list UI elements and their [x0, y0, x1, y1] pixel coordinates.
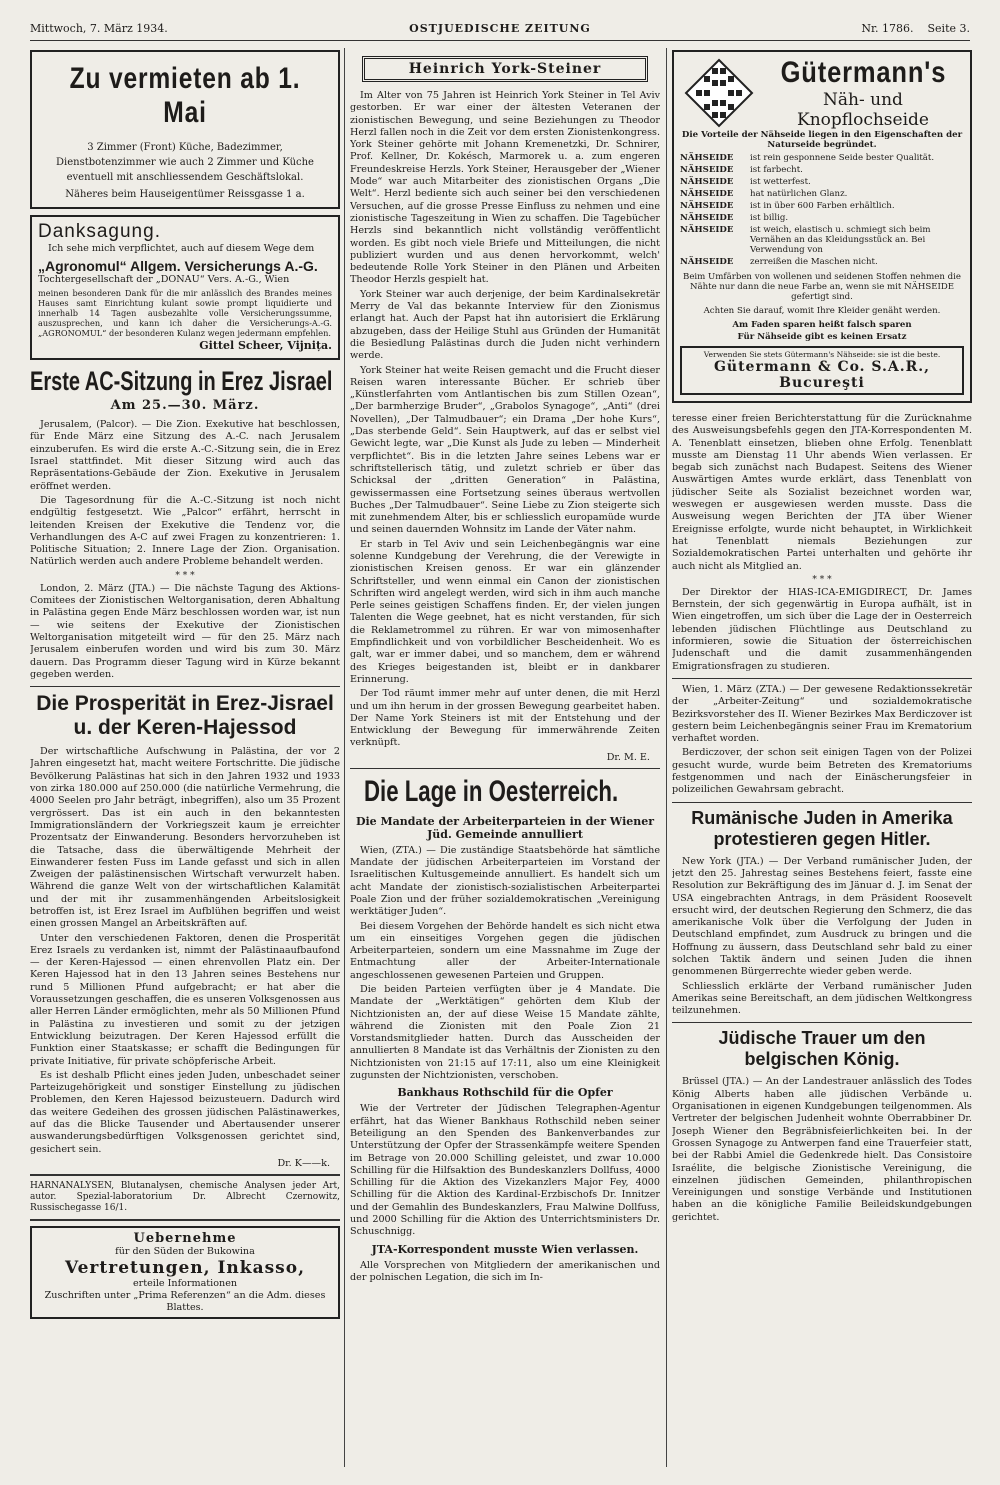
- prosperity-p3: Es ist deshalb Pflicht eines jeden Juden, unbeschadet seiner Parteizugehörigkeit und sonstiger Einstellung zu jüdischen Problemen, den Keren Hajessod beizusteuern. Dadurch wird das weitere Gedeihen des grossen jüdischen Palästinawerkes, auf das die Blicke Tausender und Abertausender unserer auswanderungsbedürftigen Volksgenossen gerichtet sind, gesichert sein.: [30, 1069, 340, 1155]
- ad-harnanalysen: [30, 1181, 340, 1214]
- harn-text: HARNANALYSEN, Blutanalysen, chemische Analysen jeder Art, autor. Spezial-laboratorium Dr. Albrecht Czernowitz, Russischegasse 16/1.: [30, 1180, 340, 1213]
- guetermann-p1: Beim Umfärben von wollenen und seidenen Stoffen nehmen die Nähte nur dann die neue Farbe an, wenn sie mit NÄHSEIDE gefertigt sind.: [683, 272, 961, 302]
- article-rumaenische-juden: [672, 808, 972, 1018]
- guetermann-features: [680, 152, 964, 268]
- ad-vertretung: [30, 1226, 340, 1319]
- separator-stars: * * *: [175, 570, 195, 581]
- feature-value: ist wetterfest.: [750, 177, 811, 187]
- ad-rent-body: 3 Zimmer (Front) Küche, Badezimmer, Dienstbotenzimmer wie auch 2 Zimmer und Küche eventuell mit anschliessendem Geschäftslokal.: [56, 142, 314, 183]
- issue-page: [861, 22, 970, 35]
- york-p2: York Steiner war auch derjenige, der beim Kardinalsekretär Merry de Val das bekannte Interview für den Zionismus erlangt hat. Auch der Papst hat ihn autorisiert die Erklärung abzugeben, dass der Heilige Stuhl aus Gründen der Humanität die Besiedlung Palästinas durch die Juden nicht verhindern werde.: [350, 288, 660, 362]
- guetermann-footer: [680, 346, 964, 395]
- guetermann-feature-row: [680, 152, 964, 164]
- guetermann-p2: Achten Sie darauf, womit Ihre Kleider genäht werden.: [703, 306, 941, 316]
- york-title: Heinrich York-Steiner: [362, 56, 648, 82]
- masthead-rule: [30, 40, 970, 41]
- column-divider: [344, 48, 345, 1467]
- thanks-signature: Gittel Scheer, Vijnița.: [199, 338, 332, 352]
- lage-h3: JTA-Korrespondent musste Wien verlassen.: [371, 1242, 639, 1256]
- york-p3: York Steiner hat weite Reisen gemacht und die Frucht dieser Reisen waren interessante Bücher. Er schrieb über „Künstlerfahrten vom Antlantischen bis zum Stillen Ozean“, „Der barmherzige Bruder“, „Grabolos Synagoge“, „Anti“ (drei Novellen), „Der Talmudbauer“; ein Drama „Der hohe Kurs“, „Das sterbende Geld“. Sein Hauptwerk, auf das er selbst viel Gewicht legte, war „Die Kunst als Jude zu leben — Minderheit verpflichtet“. Bis in die letzten Jahre seines Lebens war er schriftstellerisch tätig, und zuletzt schrieb er über das Schicksal der „dritten Generation“ in Palästina, gewissermassen eine Fortsetzung seines überaus wertvollen Buches „Der Talmudbauer“. Seine Liebe zu Zion steigerte sich mit zunehmendem Alter, bis er schliesslich europamüde wurde und seinen dauernden Wohnsitz im Lande der Väter nahm.: [350, 364, 660, 536]
- prosperity-signature: Dr. K——k.: [277, 1157, 330, 1169]
- article-lage-oesterreich: [350, 775, 660, 1285]
- guetermann-line1: Näh- und: [823, 90, 903, 110]
- feature-value: ist in über 600 Farben erhältlich.: [750, 201, 895, 211]
- issue-number: Nr. 1786.: [861, 22, 914, 35]
- page-number: Seite 3.: [927, 22, 970, 35]
- prosperity-p1: Der wirtschaftliche Aufschwung in Palästina, der vor 2 Jahren eingesetzt hat, macht weitere Fortschritte. Die jüdische Bevölkerung Palästinas hat sich in den Jahren 1932 und 1933 von zirka 180.000 auf 250.000 (die natürliche Vermehrung, die 4000 Seelen pro Jahr beträgt, inbegriffen), also um 35 Prozent vergrössert. Das ist ein auch in den bekanntesten Immigrationsländern der Vorkriegszeit kaum je erreichter Prozentsatz der Einwanderung. Besonders hervorzuheben ist die Tatsache, dass die überwältigende Mehrheit der Einwanderer festen Fuss im Lande gefasst und sich in allen Zweigen der palästinensischen Wirtschaft verwurzelt haben. Während die ganze Welt von der wirtschaftlichen Kalamität und der mit ihr zusammenhängenden Arbeitslosigkeit betroffen ist, ist Erez Israel im Aufblühen begriffen und weist einen grossen Mangel an Arbeitskräften auf.: [30, 746, 340, 930]
- feature-value: ist weich, elastisch u. schmiegt sich beim Vernähen an das Kleidungsstück an. Bei Verwendung von: [750, 225, 931, 255]
- guetermann-p4: Für Nähseide gibt es keinen Ersatz: [737, 332, 907, 342]
- prosperity-title: Die Prosperität in Erez-Jisrael u. der Keren-Hajessod: [36, 692, 334, 740]
- divider: [30, 1174, 340, 1176]
- guetermann-feature-row: [680, 164, 964, 176]
- jta-p4: Berdiczover, der schon seit einigen Tagen von der Polizei gesucht wurde, wurde beim Betreten des Krematoriums festgenommen und nach der Einäscherungsfeier in polizeilichen Gewahrsam gebracht.: [672, 747, 972, 796]
- article-jta: [672, 413, 972, 797]
- feature-key: NÄHSEIDE: [680, 177, 734, 187]
- guetermann-feature-row: [680, 256, 964, 268]
- column-divider: [666, 48, 667, 1467]
- vertretung-line4: erteile Informationen: [132, 1277, 238, 1289]
- trauer-p1: Brüssel (JTA.) — An der Landestrauer anlässlich des Todes König Alberts haben alle jüdischen Verbände u. Organisationen in eigenen Kundgebungen teilgenommen. Als Vertreter der belgischen Judenheit wohnte Oberrabbiner Dr. Joseph Wiener den Begräbnisfeierlichkeiten bei. In der Grossen Synagoge zu Antwerpen fand eine Trauerfeier statt, bei der Rabbi Amiel die Gedenkrede hielt. Das Consistoire Israélite, die belgische Zionistische Vereinigung, die einzelnen jüdischen Gemeinden, philanthropischen Vereinigungen und sonstige Verbände und Institutionen haben an die königliche Familie Beileidskundgebungen gerichtet.: [672, 1076, 972, 1223]
- york-p1: Im Alter von 75 Jahren ist Heinrich York Steiner in Tel Aviv gestorben. Er war einer der ältesten Veteranen der zionistischen Bewegung, und seine Beziehungen zu Theodor Herzl fallen noch in die Zeit vor dem ersten Zionistenkongress. York Steiner gehörte mit Johann Kremenetzki, Dr. Schnirer, Prof. Kellner, Dr. Kokésch, Marmorek u. a. zum engeren Freundeskreise Herzls. York Steiner, Herausgeber der „Wiener Mode“ war auch Mitarbeiter des zionistischen Organs „Die Welt“. Herzl bediente sich auch seiner bei den verschiedenen Versuchen, auf die grosse Presse Einfluss zu nehmen und eine zionistische Tageszeitung in Wien zu schaffen. Die Tagebücher Herzls sind bekanntlich nicht vollständig veröffentlicht worden. Es gibt noch viele Briefe und Mitteilungen, die nicht publiziert wurden und aus denen hervorkommt, welch' bedeutende Rolle York Steiner in den Plänen und Arbeiten Theodor Herzls gespielt hat.: [350, 90, 660, 286]
- guetermann-feature-row: [680, 188, 964, 200]
- lage-h2: Bankhaus Rothschild für die Opfer: [397, 1086, 613, 1100]
- feature-key: NÄHSEIDE: [680, 201, 734, 211]
- lage-p1: Wien, (ZTA.) — Die zuständige Staatsbehörde hat sämtliche Mandate der jüdischen Arbeiterparteien im Vorstand der Israelitischen Kultusgemeinde annulliert. Es handelt sich um acht Mandate der zionistisch-sozialistischen Arbeiterpartei Poale Zion und der früher sozialdemokratischen „Vereinigung werktätiger Juden“.: [350, 844, 660, 918]
- lage-p3: Die beiden Parteien verfügten über je 4 Mandate. Die Mandate der „Werktätigen“ gehörten dem Klub der Nichtzionisten an, der auf diese Weise 15 Mandate zählte, während die Zionisten mit den Poale Zion 21 Vorstandsmitglieder hatten. Durch das Ausscheiden der annullierten 8 Mandate ist das Verhältnis der Zionisten zu den Nichtzionisten von 21:15 auf 17:11, also um eine Kleinigkeit zugunsten der Nichtzionisten, verschoben.: [350, 984, 660, 1082]
- thanks-sub: Tochtergesellschaft der „DONAU“ Vers. A.-G., Wien: [38, 273, 290, 285]
- masthead: [30, 18, 970, 38]
- ac-p1: Jerusalem, (Palcor). — Die Zion. Exekutive hat beschlossen, für Ende März eine Sitzung des A.-C. nach Jerusalem einzuberufen. Es wird die erste A.-C.-Sitzung sein, die in Erez Israel stattfindet. Mit dieser Sitzung wird auch das Repräsentations-Gebäude der Zion. Exekutive in Jerusalem eröffnet werden.: [30, 419, 340, 492]
- article-juedische-trauer: [672, 1028, 972, 1224]
- guetermann-foot-big: Gütermann & Co. S.A.R., Bucureşti: [713, 359, 931, 391]
- jta-p3: Wien, 1. März (ZTA.) — Der gewesene Redaktionssekretär der „Arbeiter-Zeitung“ und sozialdemokratische Bezirksvorsteher des II. Wiener Bezirkes Max Berdiczover ist gestern beim Leichenbegängnis seiner Frau im Krematorium verhaftet worden.: [672, 683, 972, 745]
- guetermann-foot-small: Verwenden Sie stets Gütermann's Nähseide: sie ist die beste.: [703, 350, 941, 359]
- guetermann-feature-row: [680, 212, 964, 224]
- vertretung-line3: Vertretungen, Inkasso,: [64, 1257, 305, 1278]
- feature-key: NÄHSEIDE: [680, 257, 734, 267]
- ad-rent: [30, 50, 340, 209]
- feature-key: NÄHSEIDE: [680, 189, 734, 199]
- divider: [672, 802, 972, 803]
- ac-title: Erste AC-Sitzung in Erez Jisrael: [30, 366, 333, 397]
- divider: [672, 678, 972, 679]
- vertretung-line5: Zuschriften unter „Prima Referenzen“ an die Adm. dieses Blattes.: [44, 1289, 326, 1313]
- guetermann-feature-row: [680, 176, 964, 188]
- jta-p1: teresse einer freien Berichterstattung für die Zurücknahme des Ausweisungsbefehls gegen den JTA-Korrespondenten M. A. Tenenblatt einsetzen, blieben ohne Erfolg. Tenenblatt musste am Dienstag 11 Uhr abends Wien verlassen. Er begab sich zunächst nach Budapest. Seitens des Wiener Auswärtigen Amtes wurde erklärt, dass Tenenblatt von jüdischer Seite als Sozialist bezeichnet worden war, weswegen er ausgewiesen werden musste. Dass die Ausweisung wegen Berichten der JTA über Wiener Ereignisse erfolgte, wurde nicht behauptet, in Wirklichkeit hat Tenenblatt niemals Beziehungen zur Sozialdemokratischen Partei unterhalten und gehörte ihr auch nicht als Mitglied an.: [672, 413, 972, 572]
- york-p4: Er starb in Tel Aviv und sein Leichenbegängnis war eine solenne Kundgebung der Verehrung, die der Verewigte in zionistischen Kreisen genoss. Er war ein glänzender Schriftsteller, und wenn einmal ein Canon der zionistischen Schriften wird angelegt werden, wird sich in ihm auch manche Perle seines geistigen Schaffens finden. Er, der vielen jungen Talenten die Wege geebnet, hat es nicht verstanden, für sich die Reklametrommel zu rühren. Er war von mimosenhafter Empfindlichkeit und von vorbildlicher Bescheidenheit. Wo es galt, war er immer dabei, und so manchem, dem er während des Krieges beigestanden ist, bleibt er in dankbarer Erinnerung.: [350, 538, 660, 685]
- york-signature: Dr. M. E.: [606, 751, 650, 763]
- divider: [30, 686, 340, 687]
- ac-p2: Die Tagesordnung für die A.-C.-Sitzung ist noch nicht endgültig festgesetzt. Wie „Palcor“ erfährt, herrscht in leitenden Kreisen der Exekutive die Tendenz vor, die Verhandlungen des A-C auf zwei Fragen zu konzentrieren: 1. Politische Situation; 2. Innere Lage der Zion. Organisation. Natürlich werden auch andere Probleme behandelt werden.: [30, 494, 340, 568]
- issue-date: Mittwoch, 7. März 1934.: [30, 22, 168, 35]
- article-york-steiner: [350, 56, 660, 763]
- divider: [350, 768, 660, 769]
- guetermann-line2: Knopflochseide: [797, 110, 929, 130]
- column-1: [30, 50, 340, 1467]
- rumaenische-p1: New York (JTA.) — Der Verband rumänischer Juden, der jetzt den 25. Jahrestag seines Bestehens feiert, fasste eine Resolution zur Bekräftigung des im Jänuar d. J. im Senat der USA eingebrachten Antrags, in dem Präsident Roosevelt ersucht wird, der deutschen Regierung den Schmerz, die das amerikanische Volk über die Verfolgung der Juden in Deutschland empfindet, zum Ausdruck zu bringen und die Hoffnung zu äussern, dass Deutschland sehr bald zu einer solchen Taktik ändern und seinen Juden die ihnen genommenen Bürgerrechte wieder geben werde.: [672, 855, 972, 978]
- ad-thanks: [30, 215, 340, 360]
- guetermann-intro: Die Vorteile der Nähseide liegen in den Eigenschaften der Naturseide begründet.: [681, 130, 963, 150]
- ac-subtitle: Am 25.—30. März.: [110, 398, 260, 414]
- feature-value: hat natürlichen Glanz.: [750, 189, 848, 199]
- thanks-title: Danksagung.: [38, 221, 161, 243]
- vertretung-line1: Uebernehme: [133, 1230, 237, 1246]
- rumaenische-p2: Schliesslich erklärte der Verband rumänischer Juden Amerikas seine Bereitschaft, an dem jüdischen Weltkongress teilzunehmen.: [672, 980, 972, 1017]
- feature-value: ist farbecht.: [750, 165, 803, 175]
- feature-key: NÄHSEIDE: [680, 213, 734, 223]
- guetermann-brand: Gütermann's: [780, 56, 946, 89]
- guetermann-feature-row: [680, 200, 964, 212]
- jta-p2: Der Direktor der HIAS-ICA-EMIGDIRECT, Dr. James Bernstein, der sich gegenwärtig in Europa aufhält, ist in Wien eingetroffen, um sich über die Lage der in Oesterreich lebenden jüdischen Flüchtlinge aus Deutschland zu informieren, sowie die Situation der österreichischen Judenschaft und die damit zusammenhängenden Emigrationsfragen zu studieren.: [672, 586, 972, 672]
- column-2: [350, 50, 660, 1467]
- divider: [672, 1022, 972, 1023]
- feature-key: NÄHSEIDE: [680, 153, 734, 163]
- feature-value: ist billig.: [750, 213, 789, 223]
- thanks-intro: Ich sehe mich verpflichtet, auch auf diesem Wege dem: [48, 243, 315, 255]
- spool-logo-icon: [684, 58, 754, 128]
- ac-p3: London, 2. März (JTA.) — Die nächste Tagung des Aktions-Comitees der Zionistischen Weltorganisation, deren Abhaltung in Palästina gegen Ende März beschlossen worden war, ist nun — wie seitens der Exekutive der Zionistischen Weltorganisation mitgeteilt wird — für den 25. März nach Jerusalem einberufen worden und wird bis zum 30. März dauern. Das Programm dieser Tagung wird in Kürze bekannt gegeben werden.: [30, 582, 340, 680]
- guetermann-feature-row: [680, 224, 964, 256]
- divider: [30, 1219, 340, 1221]
- guetermann-p3: Am Faden sparen heißt falsch sparen: [732, 320, 912, 330]
- separator-stars: * * *: [812, 574, 832, 585]
- article-prosperity: [30, 692, 340, 1169]
- thanks-body: meinen besonderen Dank für die mir anlässlich des Brandes meines Hauses samt Einrichtung kulant sowie prompt liquidierte und innerhalb 14 Tagen ausbezahlte volle Versicherungssumme, auszusprechen, und kann ich daher die Versicherungs-A.-G. „AGRONOMUL“ der besonderen Kulanz wegen jedermann empfehlen.: [38, 287, 332, 338]
- feature-value: zerreißen die Maschen nicht.: [750, 257, 878, 267]
- lage-h1: Die Mandate der Arbeiterparteien in der Wiener Jüd. Gemeinde annulliert: [355, 814, 655, 841]
- thanks-company: „Agronomul“ Allgem. Versicherungs A.-G.: [38, 257, 318, 274]
- column-3: [672, 50, 972, 1467]
- vertretung-line2: für den Süden der Bukowina: [115, 1245, 255, 1257]
- prosperity-p2: Unter den verschiedenen Faktoren, denen die Prosperität Erez Israels zu verdanken ist, nimmt der Palästinaaufbaufond — der Keren-Hajessod — einen ehrenvollen Platz ein. Der Keren Hajessod hat in den 13 Jahren seines Bestehens nur rund 5 Millionen Pfund aufgebracht; er hat aber die Voraussetzungen geschaffen, die es unseren Volksgenossen aus aller Herren Länder ermöglichten, mehr als 50 Millionen Pfund in Palästina zu investieren und somit zu der jetzigen Entwicklung beizutragen. Der Keren Hajessod erfüllt die Funktion einer Staatskasse; er schafft die Bedingungen für private Initiative, für private schöpferische Arbeit.: [30, 932, 340, 1067]
- lage-p4: Wie der Vertreter der Jüdischen Telegraphen-Agentur erfährt, hat das Wiener Bankhaus Rothschild neben seiner Beteiligung an den Spenden des Bankenverbandes zur Unterstützung der Opfer der Strassenkämpfe weitere Spenden im Betrage von 20.000 Schilling geleistet, und zwar 10.000 Schilling für die Hilfsaktion des Bundeskanzlers Dollfuss, 4000 Schilling für die Aktion des Vizekanzlers Major Fey, 4000 Schilling für die Aktion des Kardinal-Erzbischofs Dr. Innitzer und der Gemahlin des Bundeskanzlers, Frau Malwine Dollfuss, und 2000 Schilling für die Aktion des Unterrichtsministers Dr. Schuschnigg.: [350, 1103, 660, 1238]
- article-ac-sitzung: [30, 366, 340, 681]
- newspaper-title: OSTJUEDISCHE ZEITUNG: [409, 22, 591, 35]
- feature-key: NÄHSEIDE: [680, 165, 734, 175]
- york-p5: Der Tod räumt immer mehr auf unter denen, die mit Herzl und um ihn herum in der grossen Bewegung gearbeitet haben. Der Name York Steiners ist mit der Entstehung und der Entwicklung der Bewegung für immerwährende Zeiten verknüpft.: [350, 688, 660, 749]
- ad-guetermann: [672, 50, 972, 403]
- lage-title: Die Lage in Oesterreich.: [364, 774, 619, 808]
- ad-rent-title: Zu vermieten ab 1. Mai: [69, 62, 301, 129]
- lage-p5: Alle Vorsprechen von Mitgliedern der amerikanischen und der polnischen Legation, die sich im In-: [350, 1259, 660, 1283]
- feature-key: NÄHSEIDE: [680, 225, 734, 235]
- ad-rent-contact: Näheres beim Hauseigentümer Reissgasse 1 a.: [65, 189, 305, 200]
- trauer-title: Jüdische Trauer um den belgischen König.: [718, 1028, 926, 1070]
- rumaenische-title: Rumänische Juden in Amerika protestieren gegen Hitler.: [691, 807, 953, 849]
- feature-value: ist rein gesponnene Seide bester Qualität.: [750, 153, 935, 163]
- lage-p2: Bei diesem Vorgehen der Behörde handelt es sich nicht etwa um ein einseitiges Vorgehen gegen die jüdischen Arbeiterparteien, sondern um eine Massnahme im Zuge der Entmachtung aller der Arbeiter-Internationale angeschlossenen gewesenen Parteien und Gruppen.: [350, 920, 660, 981]
